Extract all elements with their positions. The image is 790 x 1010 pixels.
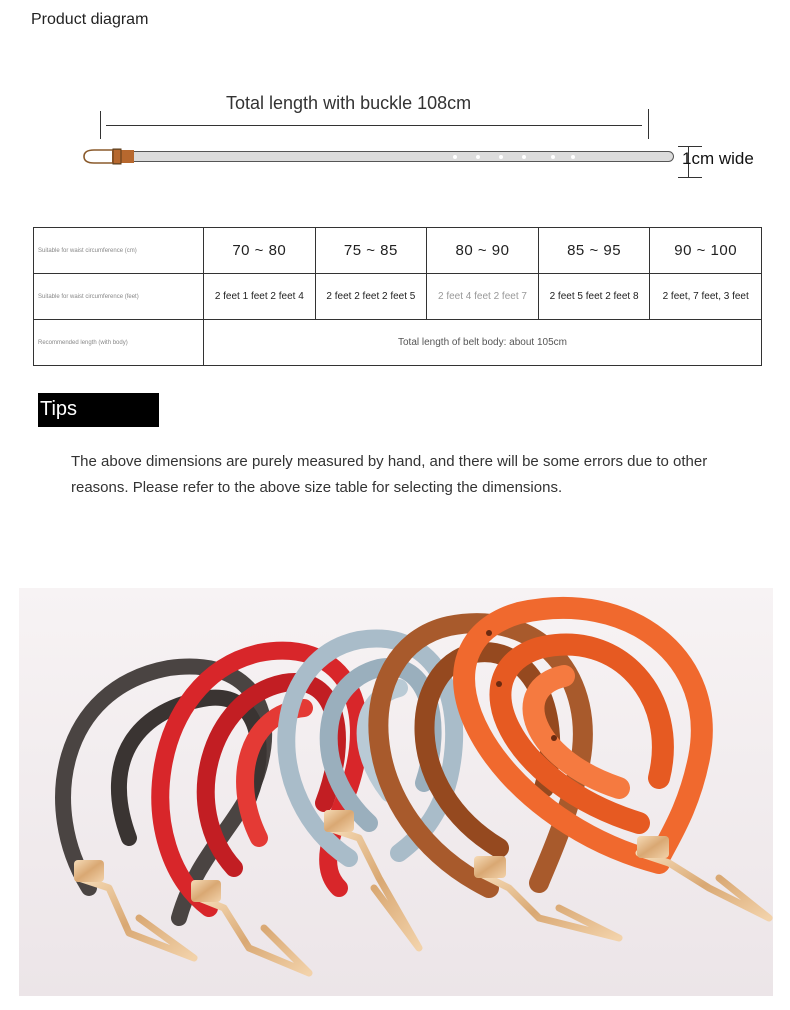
row-header: Suitable for waist circumference (cm) [34, 228, 204, 274]
buckle-icon [82, 148, 134, 165]
belt-strap [120, 151, 674, 162]
tips-text: The above dimensions are purely measured by hand, and there will be some errors due to other reasons. Please refer to the above size table for selecting the dimensions. [71, 453, 708, 496]
size-table [33, 227, 762, 366]
table-row [34, 320, 762, 366]
table-cell: 90 ~ 100 [650, 228, 762, 274]
table-row [34, 228, 762, 274]
row-header: Suitable for waist circumference (feet) [34, 274, 204, 320]
total-length-label: Total length with buckle 108cm [226, 93, 472, 113]
belt-hole [551, 735, 557, 741]
tips-label: Tips [38, 393, 159, 427]
table-cell: 2 feet 5 feet 2 feet 8 [538, 274, 650, 320]
width-label: 1cm wide [682, 149, 754, 168]
table-cell: 80 ~ 90 [427, 228, 539, 274]
belt-hole [571, 155, 575, 159]
belt-hole [551, 155, 555, 159]
belt-hole [453, 155, 457, 159]
belt-hole [499, 155, 503, 159]
width-tick-bottom [678, 177, 702, 178]
belt-hole [486, 630, 492, 636]
belt-hole [476, 155, 480, 159]
table-cell: Total length of belt body: about 105cm [204, 320, 762, 366]
belt-hole [496, 681, 502, 687]
table-cell: 2 feet 2 feet 2 feet 5 [315, 274, 427, 320]
table-cell: 2 feet, 7 feet, 3 feet [650, 274, 762, 320]
table-cell: 75 ~ 85 [315, 228, 427, 274]
belts-photo [19, 588, 773, 996]
dimension-tick-right [648, 109, 649, 139]
width-tick-top [678, 146, 702, 147]
table-cell: 70 ~ 80 [204, 228, 316, 274]
belt-hole [522, 155, 526, 159]
row-header: Recommended length (with body) [34, 320, 204, 366]
table-cell: 85 ~ 95 [538, 228, 650, 274]
table-row [34, 274, 762, 320]
table-cell: 2 feet 4 feet 2 feet 7 [427, 274, 539, 320]
table-cell: 2 feet 1 feet 2 feet 4 [204, 274, 316, 320]
section-heading: Product diagram [31, 11, 149, 28]
dimension-line [106, 125, 642, 126]
dimension-tick-left [100, 111, 101, 139]
belt-diagram [0, 85, 790, 195]
